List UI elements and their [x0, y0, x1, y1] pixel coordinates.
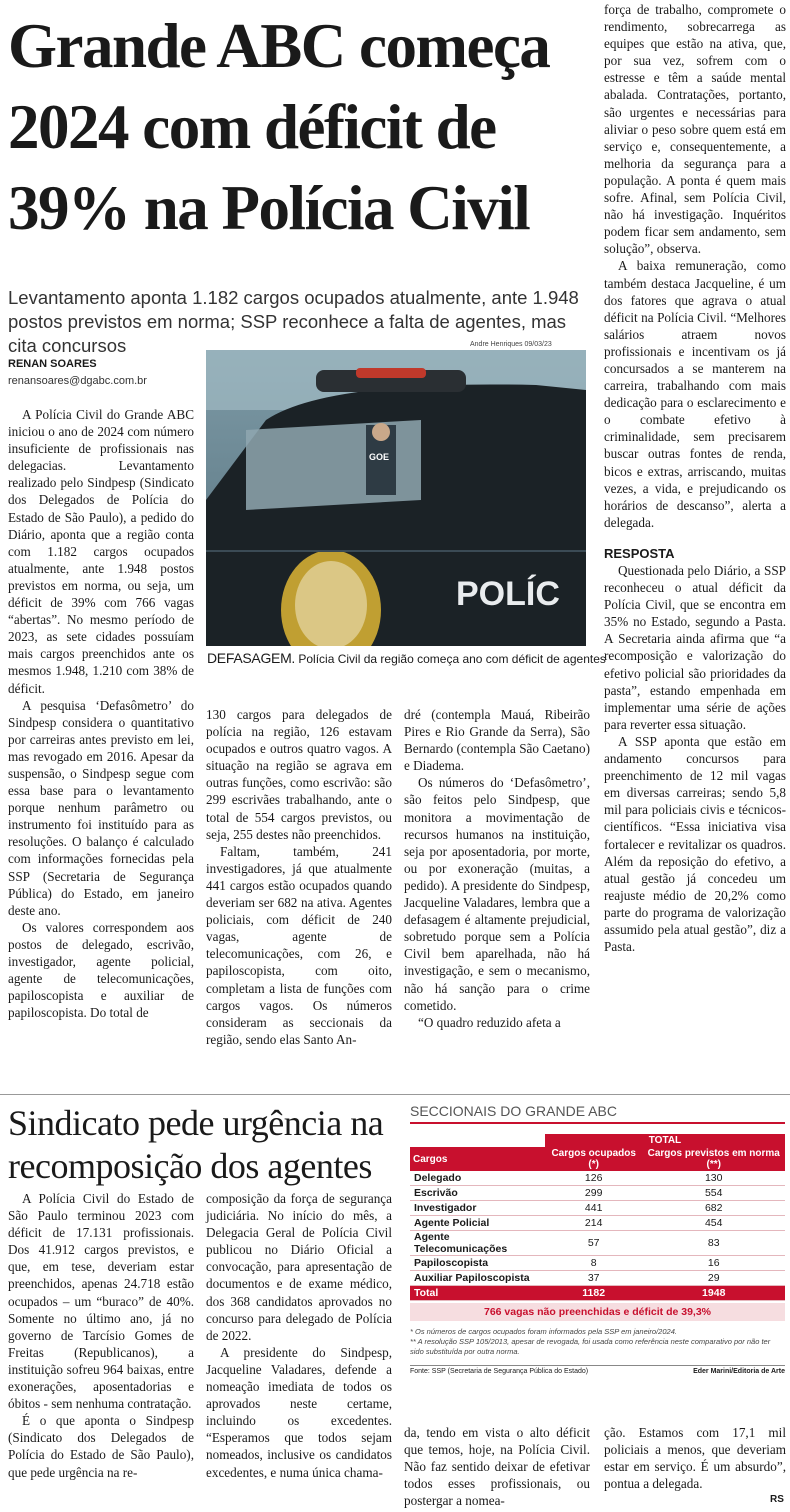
paragraph: A Polícia Civil do Grande ABC iniciou o ano de 2024 com número insuficiente de profissionais nas delegacias. Levantamento realizado pelo Sindpesp (Sindicato dos Delegados de Polícia do Estado de São Paulo), a pedido do Diário, aponta que a região conta com 1.182 cargos ocupados atualmente, ante 1.948 postos previstos em norma, ou seja, um déficit de 39% com 766 vagas “abertas”. No mesmo período de 2023, as sete cidades possuíam mais cargos preenchidos ante os mesmos 1.948, 1.210 com 38% de déficit. [8, 407, 194, 696]
paragraph: composição da força de segurança judiciária. No início do mês, a Delegacia Geral de Polícia Civil publicou no Diário Oficial a convocação, para apresentação de documentos e de exame médico, dos 368 candidatos aprovados no concurso para delegado de Polícia de 2022. [206, 1191, 392, 1343]
table-source-line [410, 1365, 785, 1375]
table-cell-expected: 29 [642, 1271, 785, 1286]
police-car-illustration [206, 350, 586, 646]
table-credit: Eder Marini/Editoria de Arte [693, 1368, 785, 1375]
table-footnote-2: ** A resolução SSP 105/2013, apesar de revogada, foi usada como referência neste comparativo por não ter sido substituída por outra norma. [410, 1337, 771, 1356]
table-row [410, 1171, 785, 1186]
sidebar-column-2 [206, 1190, 392, 1481]
article-column-3 [404, 706, 590, 1031]
byline-email[interactable]: renansoares@dgabc.com.br [8, 375, 147, 387]
table-cell-label: Investigador [410, 1201, 545, 1216]
car-text: POLÍC [456, 575, 560, 613]
table-col-cargos: Cargos [410, 1147, 545, 1171]
paragraph: A baixa remuneração, como também destaca Jacqueline, é um dos fatores que agrava o atual déficit na Polícia Civil. “Melhores salários atraem novos profissionais e incentivam os já concursados a se manterem na carreira, trabalhando com mais dedicação para o esclarecimento e o combate efetivo à criminalidade, sem precisarem buscar outras fontes de renda, bicos e extras, arriscando, muitas vezes, a vida, e prejudicando os horários de descanso”, alerta a delegada. [604, 258, 786, 530]
table-title: SECCIONAIS DO GRANDE ABC [410, 1103, 785, 1124]
paragraph: dré (contempla Mauá, Ribeirão Pires e Rio Grande da Serra), São Bernardo (contempla São Caetano) e Diadema. [404, 707, 590, 774]
seccionais-table-box [410, 1103, 785, 1375]
table-total-expected: 1948 [642, 1286, 785, 1301]
table-cell-occupied: 299 [545, 1186, 643, 1201]
table-cell-expected: 454 [642, 1216, 785, 1231]
table-total-occupied: 1182 [545, 1286, 643, 1301]
table-row [410, 1231, 785, 1256]
caption-kicker: DEFASAGEM. [207, 650, 296, 666]
article-column-1 [8, 406, 194, 1021]
table-cell-label: Delegado [410, 1171, 545, 1186]
article-column-4 [604, 1, 786, 955]
table-cell-label: Papiloscopista [410, 1256, 545, 1271]
headline: Grande ABC começa 2024 com déficit de 39% na Polícia Civil [8, 11, 550, 243]
table-cell-occupied: 37 [545, 1271, 643, 1286]
deck: Levantamento aponta 1.182 cargos ocupados atualmente, ante 1.948 postos previstos em norma; SSP reconhece a falta de agentes, mas cita concursos [8, 287, 579, 356]
table-footnote-1: * Os números de cargos ocupados foram informados pela SSP em janeiro/2024. [410, 1327, 677, 1336]
table-total-row [410, 1286, 785, 1301]
table-col-occupied: Cargos ocupados (*) [545, 1147, 643, 1171]
table-row [410, 1186, 785, 1201]
table-row [410, 1271, 785, 1286]
byline-name: RENAN SOARES [8, 358, 97, 370]
vest-text: GOE [369, 452, 390, 462]
paragraph: Os valores correspondem aos postos de delegado, escrivão, investigador, agente policial, agente de telecomunicações, papiloscopista e auxiliar de papiloscopista. Do total de [8, 919, 194, 1021]
table-note: 766 vagas não preenchidas e déficit de 39,3% [410, 1303, 785, 1321]
photo [206, 350, 586, 646]
paragraph: da, tendo em vista o alto déficit que temos, hoje, na Polícia Civil. Não faz sentido deixar de efetivar todos esses profissionais, ou postergar a nomea- [404, 1425, 590, 1509]
section-subhead: RESPOSTA [604, 545, 675, 561]
table-cell-expected: 554 [642, 1186, 785, 1201]
paragraph: 130 cargos para delegados de polícia na região, 126 estavam ocupados e outros quatro vagos. A situação na região se agrava em outras funções, como escrivão: são 299 escrivães trabalhando, ante o total de 554 cargos previstos, ou seja, 255 destes não preenchidos. [206, 707, 392, 842]
table-cell-label: Agente Telecomunicações [410, 1231, 545, 1256]
table-cell-occupied: 214 [545, 1216, 643, 1231]
paragraph: A presidente do Sindpesp, Jacqueline Valadares, defende a nomeação imediata de todos os aprovados neste certame, incluindo os excedentes. “Esperamos que todos sejam nomeados, inclusive os candidatos excedentes, e numa única chama- [206, 1344, 392, 1480]
seccionais-table [410, 1134, 785, 1301]
table-cell-occupied: 441 [545, 1201, 643, 1216]
table-group-header: TOTAL [545, 1134, 785, 1147]
table-row [410, 1201, 785, 1216]
table-cell-label: Agente Policial [410, 1216, 545, 1231]
table-cell-occupied: 8 [545, 1256, 643, 1271]
sidebar-column-4 [604, 1424, 786, 1492]
table-cell-expected: 682 [642, 1201, 785, 1216]
paragraph: É o que aponta o Sindpesp (Sindicato dos Delegados de Polícia do Estado de São Paulo), que pede urgência na re- [8, 1413, 194, 1480]
section-divider [0, 1094, 790, 1095]
paragraph: ção. Estamos com 17,1 mil policiais a menos, que deveriam estar em serviço. É um absurdo”, pontua a delegada. [604, 1425, 786, 1492]
table-cell-occupied: 126 [545, 1171, 643, 1186]
table-cell-label: Escrivão [410, 1186, 545, 1201]
table-cell-occupied: 57 [545, 1231, 643, 1256]
secondary-headline: Sindicato pede urgência na recomposição dos agentes [8, 1103, 384, 1186]
table-cell-expected: 83 [642, 1231, 785, 1256]
article-column-2 [206, 706, 392, 1048]
table-col-expected: Cargos previstos em norma (**) [642, 1147, 785, 1171]
photo-credit: Andre Henriques 09/03/23 [470, 341, 552, 348]
paragraph: “O quadro reduzido afeta a [418, 1014, 561, 1030]
table-total-label: Total [410, 1286, 545, 1301]
paragraph: Faltam, também, 241 investigadores, já que atualmente 441 cargos estão ocupados quando deveriam ser 682 na ativa. Agentes policiais, com déficit de 240 vagas, agente de telecomunicações, com 26, e papiloscopista, com oito, completam a lista de funções com cargos vagos. Os números consideram as seccionais da região, sendo elas Santo An- [206, 843, 392, 1047]
paragraph: A SSP aponta que estão em andamento concursos para preenchimento de 12 mil vagas em diversas carreiras; sendo 5,8 mil para policiais civis e técnicos-científicos. “Essa iniciativa visa fortalecer e revitalizar os quadros. Além da reposição do efetivo, a atual gestão já concedeu um reajuste médio de 20,2% como parte do programa de valorização assumido pela atual gestão”, diz a Pasta. [604, 733, 786, 955]
page-signature: RS [770, 1494, 784, 1505]
table-cell-expected: 130 [642, 1171, 785, 1186]
sidebar-column-3 [404, 1424, 590, 1509]
table-row [410, 1256, 785, 1271]
table-cell-expected: 16 [642, 1256, 785, 1271]
paragraph: Questionada pelo Diário, a SSP reconheceu o atual déficit da Polícia Civil, que se encontra em 35% no Estado, segundo a Pasta. A Secretaria ainda afirma que “a recomposição e valorização do efetivo policial são prioridades da pasta”, estando empenhada em implementar uma série de ações para reverter essa situação. [604, 563, 786, 732]
table-cell-label: Auxiliar Papiloscopista [410, 1271, 545, 1286]
sidebar-column-1 [8, 1190, 194, 1481]
paragraph: A Polícia Civil do Estado de São Paulo terminou 2023 com déficit de 17.131 profissionais. Dos 41.912 cargos previstos, e que, em tese, deveriam estar preenchidos, apenas 24.718 estão ocupados – um “buraco” de 40%. Somente no último ano, já no governo de Tarcísio Gomes de Freitas (Republicanos), a instituição sofreu 964 baixas, entre exonerações, aposentadorias e óbitos - sem nenhuma contratação. [8, 1191, 194, 1412]
table-source: Fonte: SSP (Secretaria de Segurança Pública do Estado) [410, 1368, 589, 1375]
caption-text: Polícia Civil da região começa ano com déficit de agentes [298, 652, 606, 666]
table-row [410, 1216, 785, 1231]
photo-caption [207, 650, 606, 666]
paragraph: A pesquisa ‘Defasômetro’ do Sindpesp considera o quantitativo por carreiras antes previsto em lei, mas revogado em 2016. Apesar da suspensão, o Sindpesp segue com essa base para o levantamento porque nenhum parâmetro ou instrumento foi instituído para as resoluções. O balanço é calculado com informações fornecidas pela SSP (Secretaria de Segurança Pública) do Estado, em janeiro deste ano. [8, 697, 194, 918]
paragraph: Os números do ‘Defasômetro’, são feitos pelo Sindpesp, que monitora a movimentação de recursos humanos na instituição, seja por aposentadoria, por morte, ou por exoneração (muitas, a pedido). A presidente do Sindpesp, Jacqueline Valadares, lembra que a defasagem é altamente prejudicial, sobretudo porque sem a Polícia Civil bem aparelhada, não há investigação, e sem o mecanismo, não há sanção para o crime cometido. [404, 775, 590, 1013]
paragraph: força de trabalho, compromete o rendimento, sobrecarrega as equipes que estão na ativa, que, por sua vez, sofrem com o estresse e têm a saúde mental abalada. Contratações, portanto, são urgentes e necessárias para aliviar o peso sobre quem está em serviço e, consequentemente, a melhoria da segurança para a população. A ponta é quem mais sofre. Afinal, sem Polícia Civil, não há investigação. Inquéritos podem ficar sem andamento, sem solução”, observa. [604, 2, 786, 257]
